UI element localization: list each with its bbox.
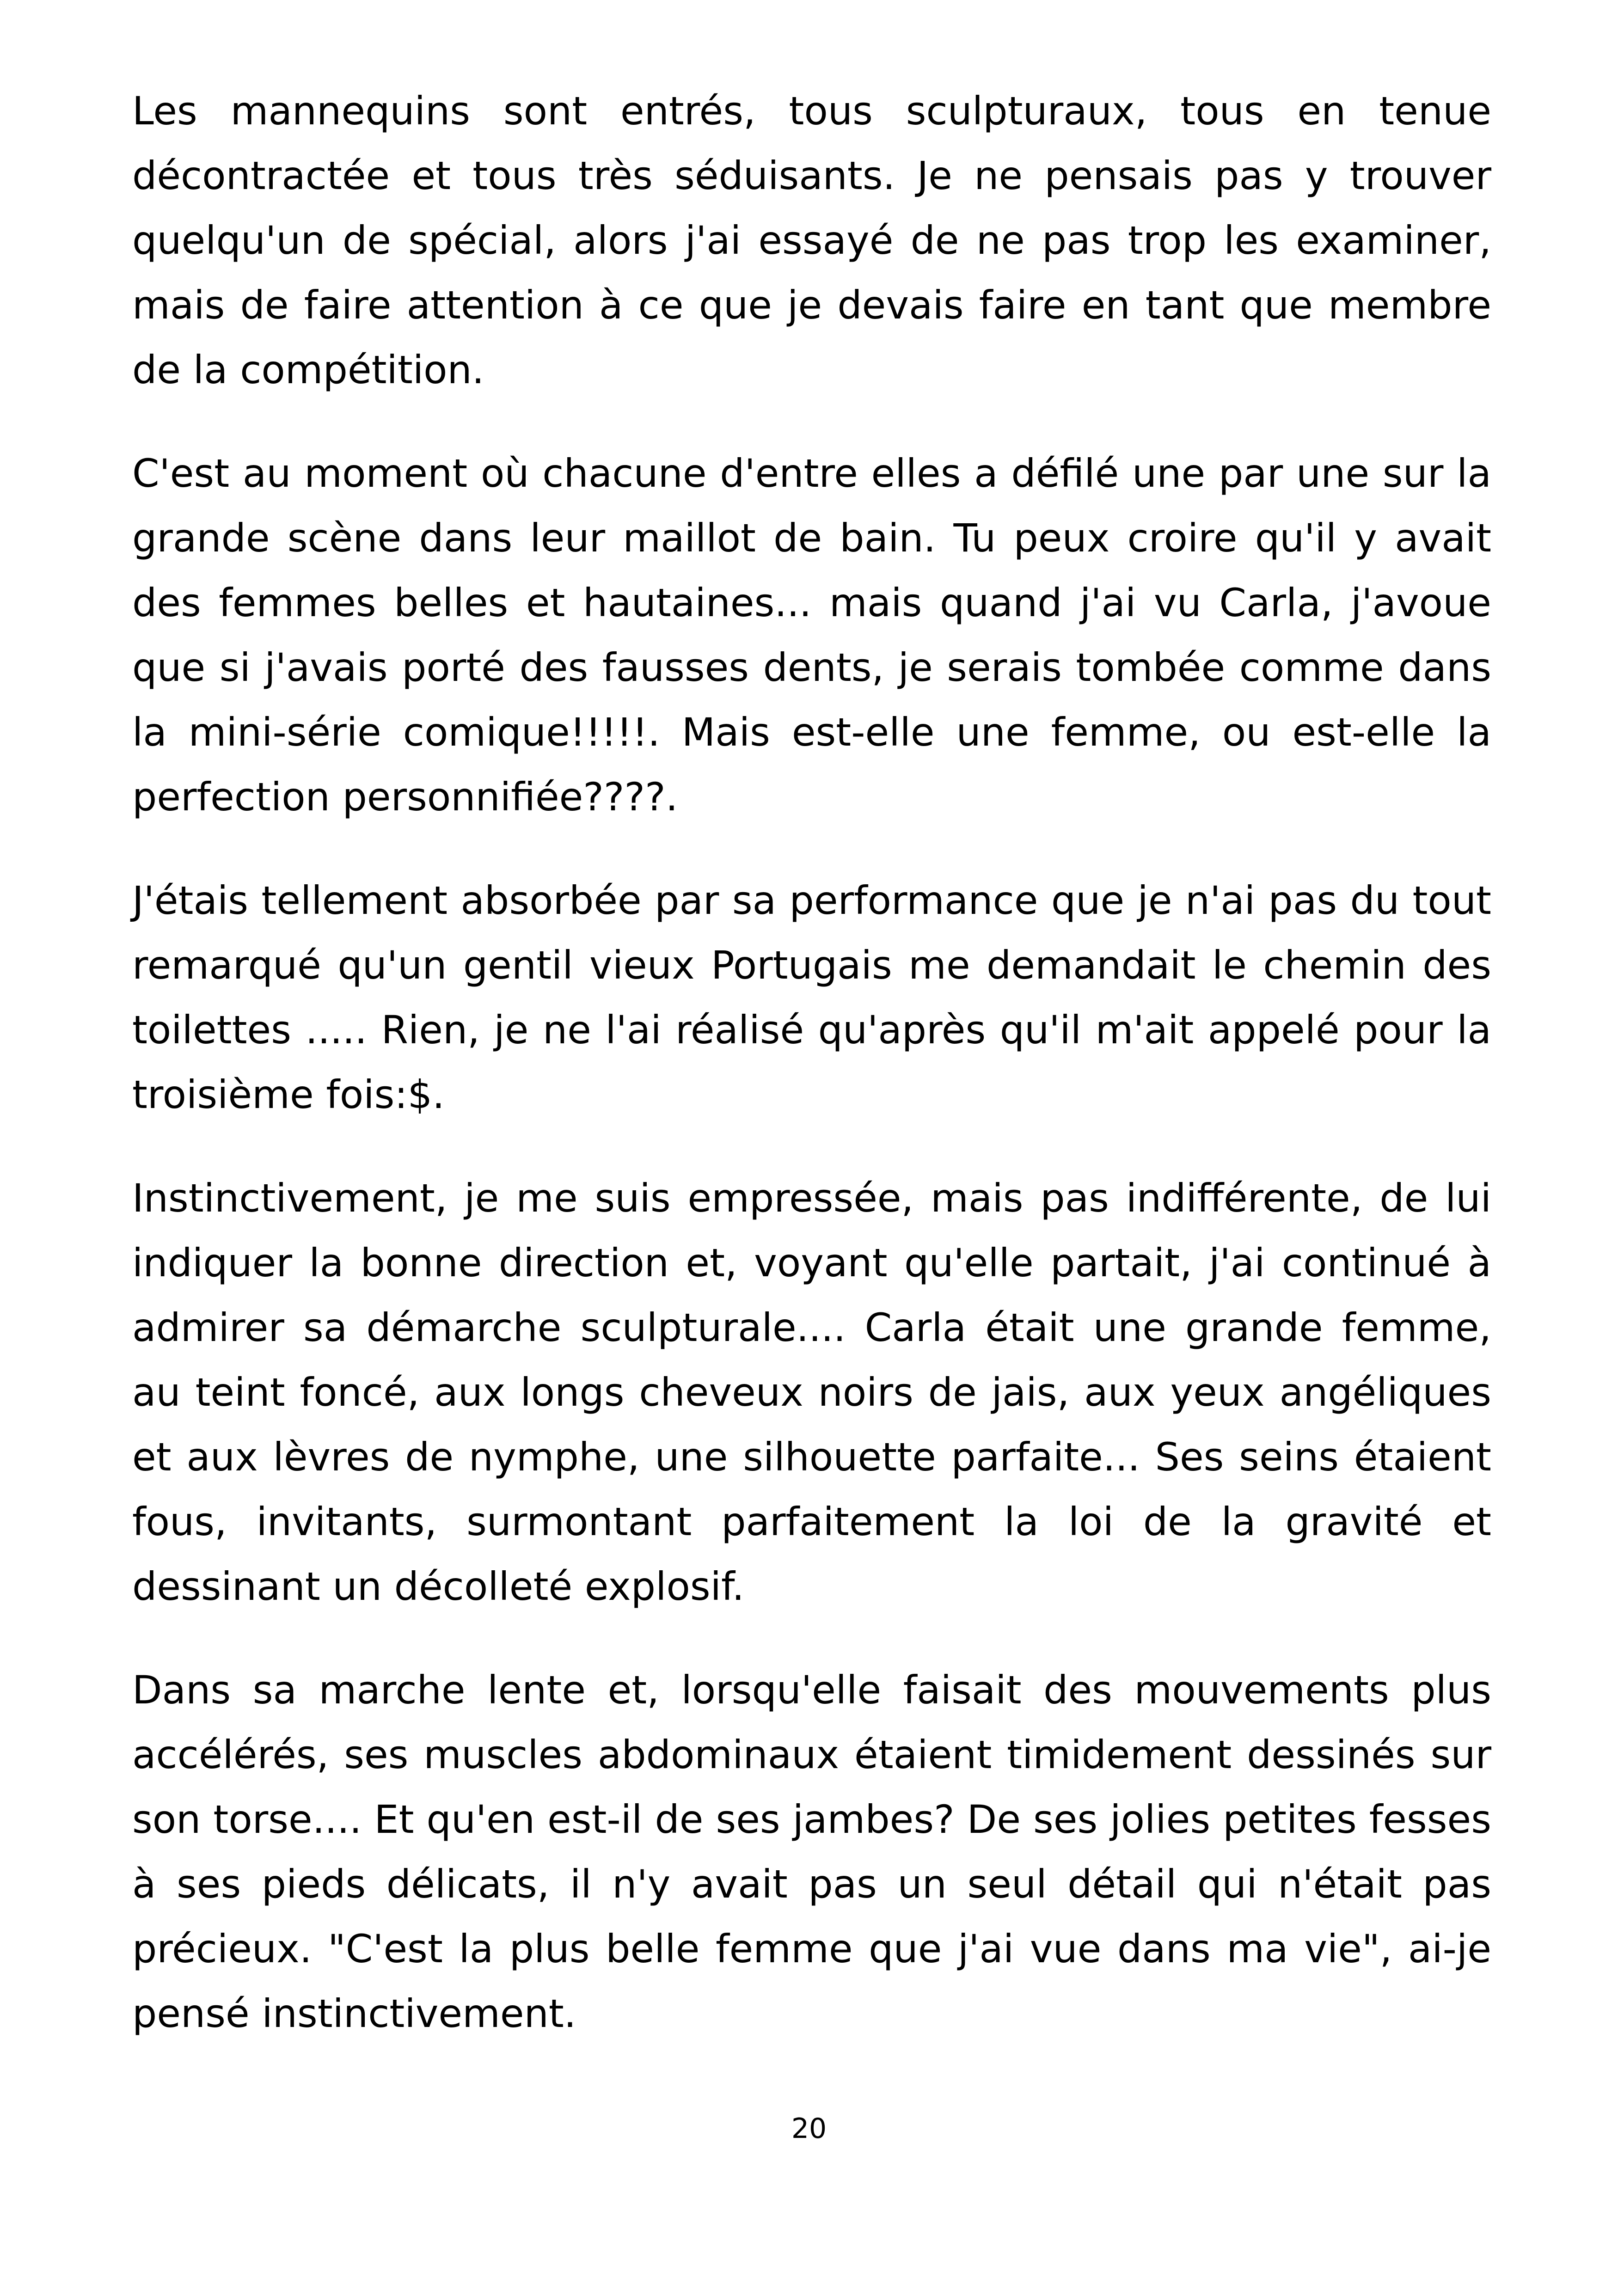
paragraph-4: Instinctivement, je me suis empressée, mais pas indifférente, de lui indiquer la bonne direction et, voyant qu'elle partait, j'ai continué à admirer sa démarche sculpturale.... Carla était une grande femme, au teint foncé, aux longs cheveux noirs de jais, aux yeux angéliques et aux lèvres de nymphe, une silhouette parfaite... Ses seins étaient fous, invitants, surmontant parfaitement la loi de la gravité et dessinant un décolleté explosif. (132, 1176, 1491, 1609)
paragraph-5: Dans sa marche lente et, lorsqu'elle faisait des mouvements plus accélérés, ses muscles abdominaux étaient timidement dessinés sur son torse.... Et qu'en est-il de ses jambes? De ses jolies petites fesses à ses pieds délicats, il n'y avait pas un seul détail qui n'était pas précieux. "C'est la plus belle femme que j'ai vue dans ma vie", ai-je pensé instinctivement. (132, 1667, 1491, 2036)
paragraph-1: Les mannequins sont entrés, tous sculpturaux, tous en tenue décontractée et tous très séduisants. Je ne pensais pas y trouver quelqu'un de spécial, alors j'ai essayé de ne pas trop les examiner, mais de faire attention à ce que je devais faire en tant que membre de la compétition. (132, 88, 1491, 392)
text-body (132, 79, 1491, 2046)
paragraph-3: J'étais tellement absorbée par sa performance que je n'ai pas du tout remarqué qu'un gentil vieux Portugais me demandait le chemin des toilettes ..... Rien, je ne l'ai réalisé qu'après qu'il m'ait appelé pour la troisième fois:$. (132, 878, 1491, 1117)
paragraph-2: C'est au moment où chacune d'entre elles a défilé une par une sur la grande scène dans leur maillot de bain. Tu peux croire qu'il y avait des femmes belles et hautaines... mais quand j'ai vu Carla, j'avoue que si j'avais porté des fausses dents, je serais tombée comme dans la mini-série comique!!!!!. Mais est-elle une femme, ou est-elle la perfection personnifiée????. (132, 451, 1491, 820)
page-number: 20 (791, 2112, 827, 2145)
